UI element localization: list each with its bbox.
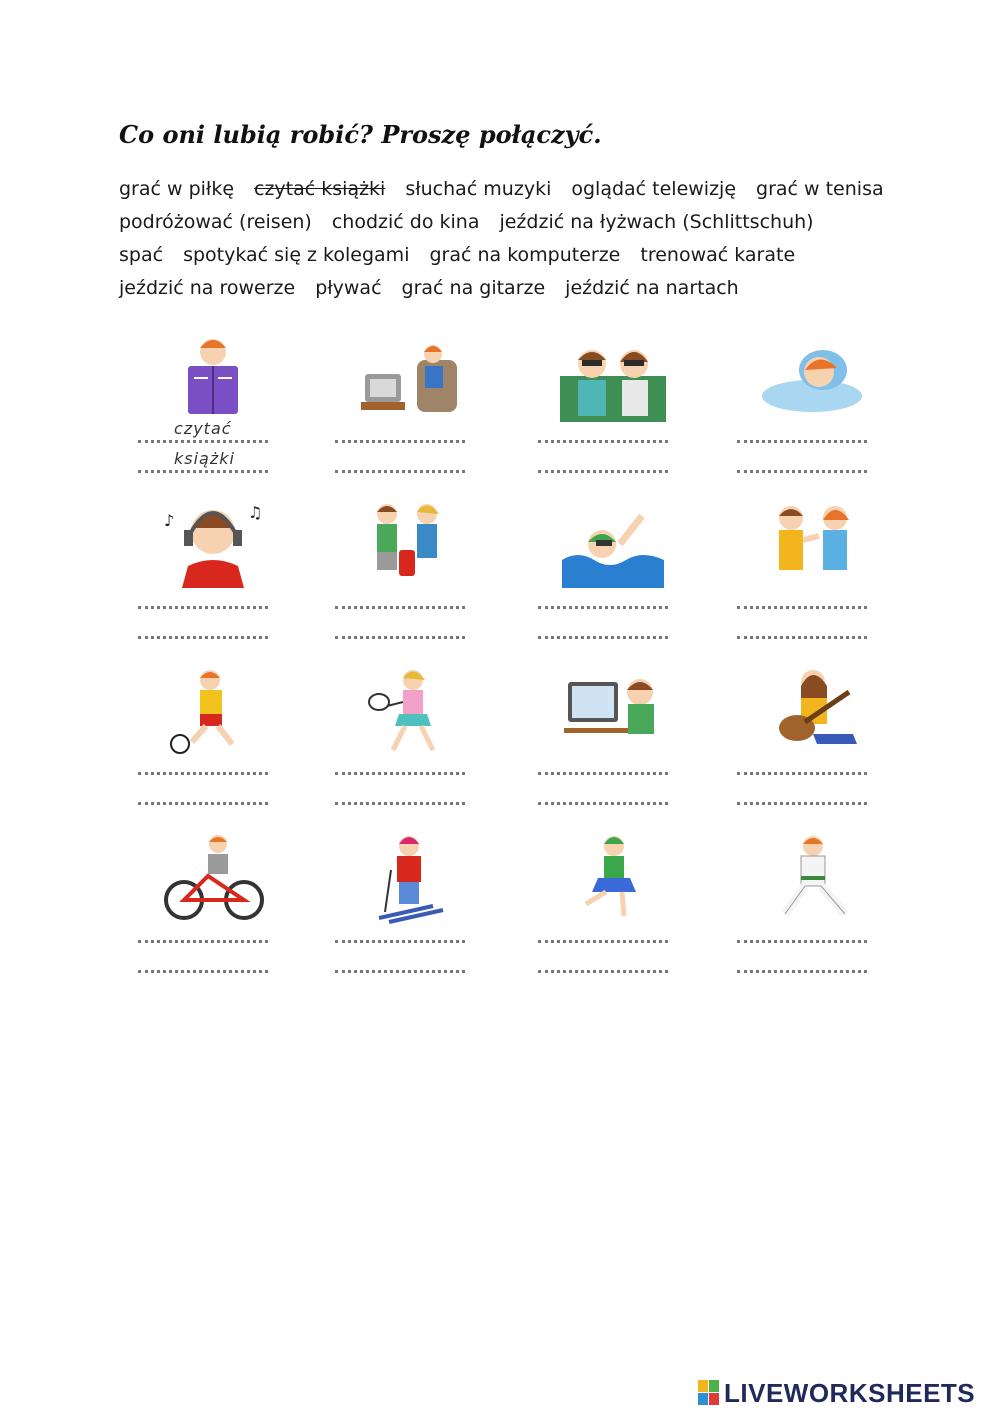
svg-text:♫: ♫ [248,503,263,522]
answer-dotted-line [538,636,668,639]
answer-input[interactable] [773,419,863,438]
answer-dotted-line [335,802,465,805]
answer-input[interactable] [773,751,863,770]
exercise-item [737,330,887,490]
answer-dotted-line [538,940,668,943]
word-bank-item: chodzić do kina [331,211,480,233]
exercise-item [737,830,887,990]
word-bank-item: podróżować (reisen) [119,211,312,233]
swimming-icon [558,496,668,592]
answer-input[interactable] [174,585,264,604]
answer-dotted-line [138,970,268,973]
answer-input[interactable] [174,781,264,800]
exercise-item [335,830,485,990]
word-bank-item: trenować karate [640,244,796,266]
answer-input[interactable] [773,449,863,468]
answer-dotted-line [737,440,867,443]
answer-input[interactable] [174,615,264,634]
answer-dotted-line [138,636,268,639]
word-bank-item: jeździć na łyżwach (Schlittschuh) [499,211,814,233]
answer-input[interactable] [371,751,461,770]
sleeping-icon [757,330,867,426]
answer-dotted-line [538,970,668,973]
answer-dotted-line [737,940,867,943]
tennis-icon [355,662,465,758]
answer-dotted-line [737,606,867,609]
answer-dotted-line [138,440,268,443]
answer-input[interactable] [371,419,461,438]
answer-dotted-line [138,470,268,473]
answer-input[interactable] [574,615,664,634]
exercise-item [335,330,485,490]
answer-input[interactable] [574,449,664,468]
answer-input[interactable] [773,615,863,634]
football-icon [158,662,268,758]
answer-input[interactable] [574,751,664,770]
answer-dotted-line [737,470,867,473]
answer-dotted-line [138,940,268,943]
answer-input[interactable] [174,751,264,770]
cinema-icon [558,330,668,426]
answer-input[interactable] [371,585,461,604]
exercise-item [737,496,887,656]
answer-input[interactable] [574,949,664,968]
exercise-item [538,496,688,656]
answer-input[interactable] [773,585,863,604]
answer-input[interactable] [174,449,264,468]
logo-text: LIVEWORKSHEETS [724,1377,976,1408]
liveworksheets-logo [698,1378,975,1408]
answer-dotted-line [737,636,867,639]
exercise-item [538,330,688,490]
answer-input[interactable] [371,949,461,968]
worksheet-title: Co oni lubią robić? Proszę połączyć. [119,120,602,149]
answer-input[interactable] [574,419,664,438]
answer-dotted-line [538,606,668,609]
exercise-item [138,662,288,822]
exercise-item [138,496,288,656]
answer-input[interactable] [174,419,264,438]
word-bank-item: jeździć na rowerze [119,277,296,299]
answer-dotted-line [538,772,668,775]
answer-dotted-line [538,802,668,805]
exercise-item [335,496,485,656]
answer-input[interactable] [371,919,461,938]
exercise-item [538,662,688,822]
liveworksheets-mark-icon [698,1380,720,1406]
answer-input[interactable] [371,615,461,634]
answer-dotted-line [538,440,668,443]
answer-dotted-line [737,802,867,805]
travelling-icon [355,496,465,592]
exercise-item [335,662,485,822]
exercise-item [538,830,688,990]
answer-dotted-line [138,802,268,805]
guitar-icon [757,662,867,758]
answer-input[interactable] [773,781,863,800]
word-bank-item: czytać książki [254,178,386,200]
answer-dotted-line [138,772,268,775]
word-bank-item: jeździć na nartach [565,277,739,299]
answer-input[interactable] [574,919,664,938]
cycling-icon [158,830,268,926]
answer-dotted-line [335,772,465,775]
answer-dotted-line [335,606,465,609]
word-bank-item: grać w tenisa [756,178,884,200]
karate-icon [757,830,867,926]
answer-input[interactable] [574,781,664,800]
word-bank-item: spać [119,244,164,266]
listening-music-icon [158,496,268,592]
exercise-item [138,830,288,990]
word-bank-item: oglądać telewizję [571,178,737,200]
computer-icon [558,662,668,758]
answer-dotted-line [335,440,465,443]
answer-dotted-line [335,940,465,943]
answer-input[interactable] [371,449,461,468]
answer-dotted-line [138,606,268,609]
answer-input[interactable] [371,781,461,800]
word-bank-item: grać na komputerze [429,244,621,266]
answer-dotted-line [335,636,465,639]
answer-input[interactable] [174,919,264,938]
answer-input[interactable] [773,919,863,938]
answer-dotted-line [538,470,668,473]
word-bank-item: grać w piłkę [119,178,235,200]
watching-tv-icon [355,330,465,426]
answer-input[interactable] [174,949,264,968]
ice-skating-icon [558,830,668,926]
word-bank-item: słuchać muzyki [405,178,552,200]
answer-input[interactable] [773,949,863,968]
word-bank-item: pływać [315,277,382,299]
meeting-friends-icon [757,496,867,592]
answer-dotted-line [737,970,867,973]
reading-book-icon [158,330,268,426]
exercise-item [737,662,887,822]
skiing-icon [355,830,465,926]
word-bank-item: spotykać się z kolegami [183,244,410,266]
exercise-item [138,330,288,490]
word-bank-item: grać na gitarze [401,277,546,299]
answer-dotted-line [335,970,465,973]
answer-dotted-line [737,772,867,775]
answer-input[interactable] [574,585,664,604]
svg-text:♪: ♪ [164,511,175,530]
answer-dotted-line [335,470,465,473]
